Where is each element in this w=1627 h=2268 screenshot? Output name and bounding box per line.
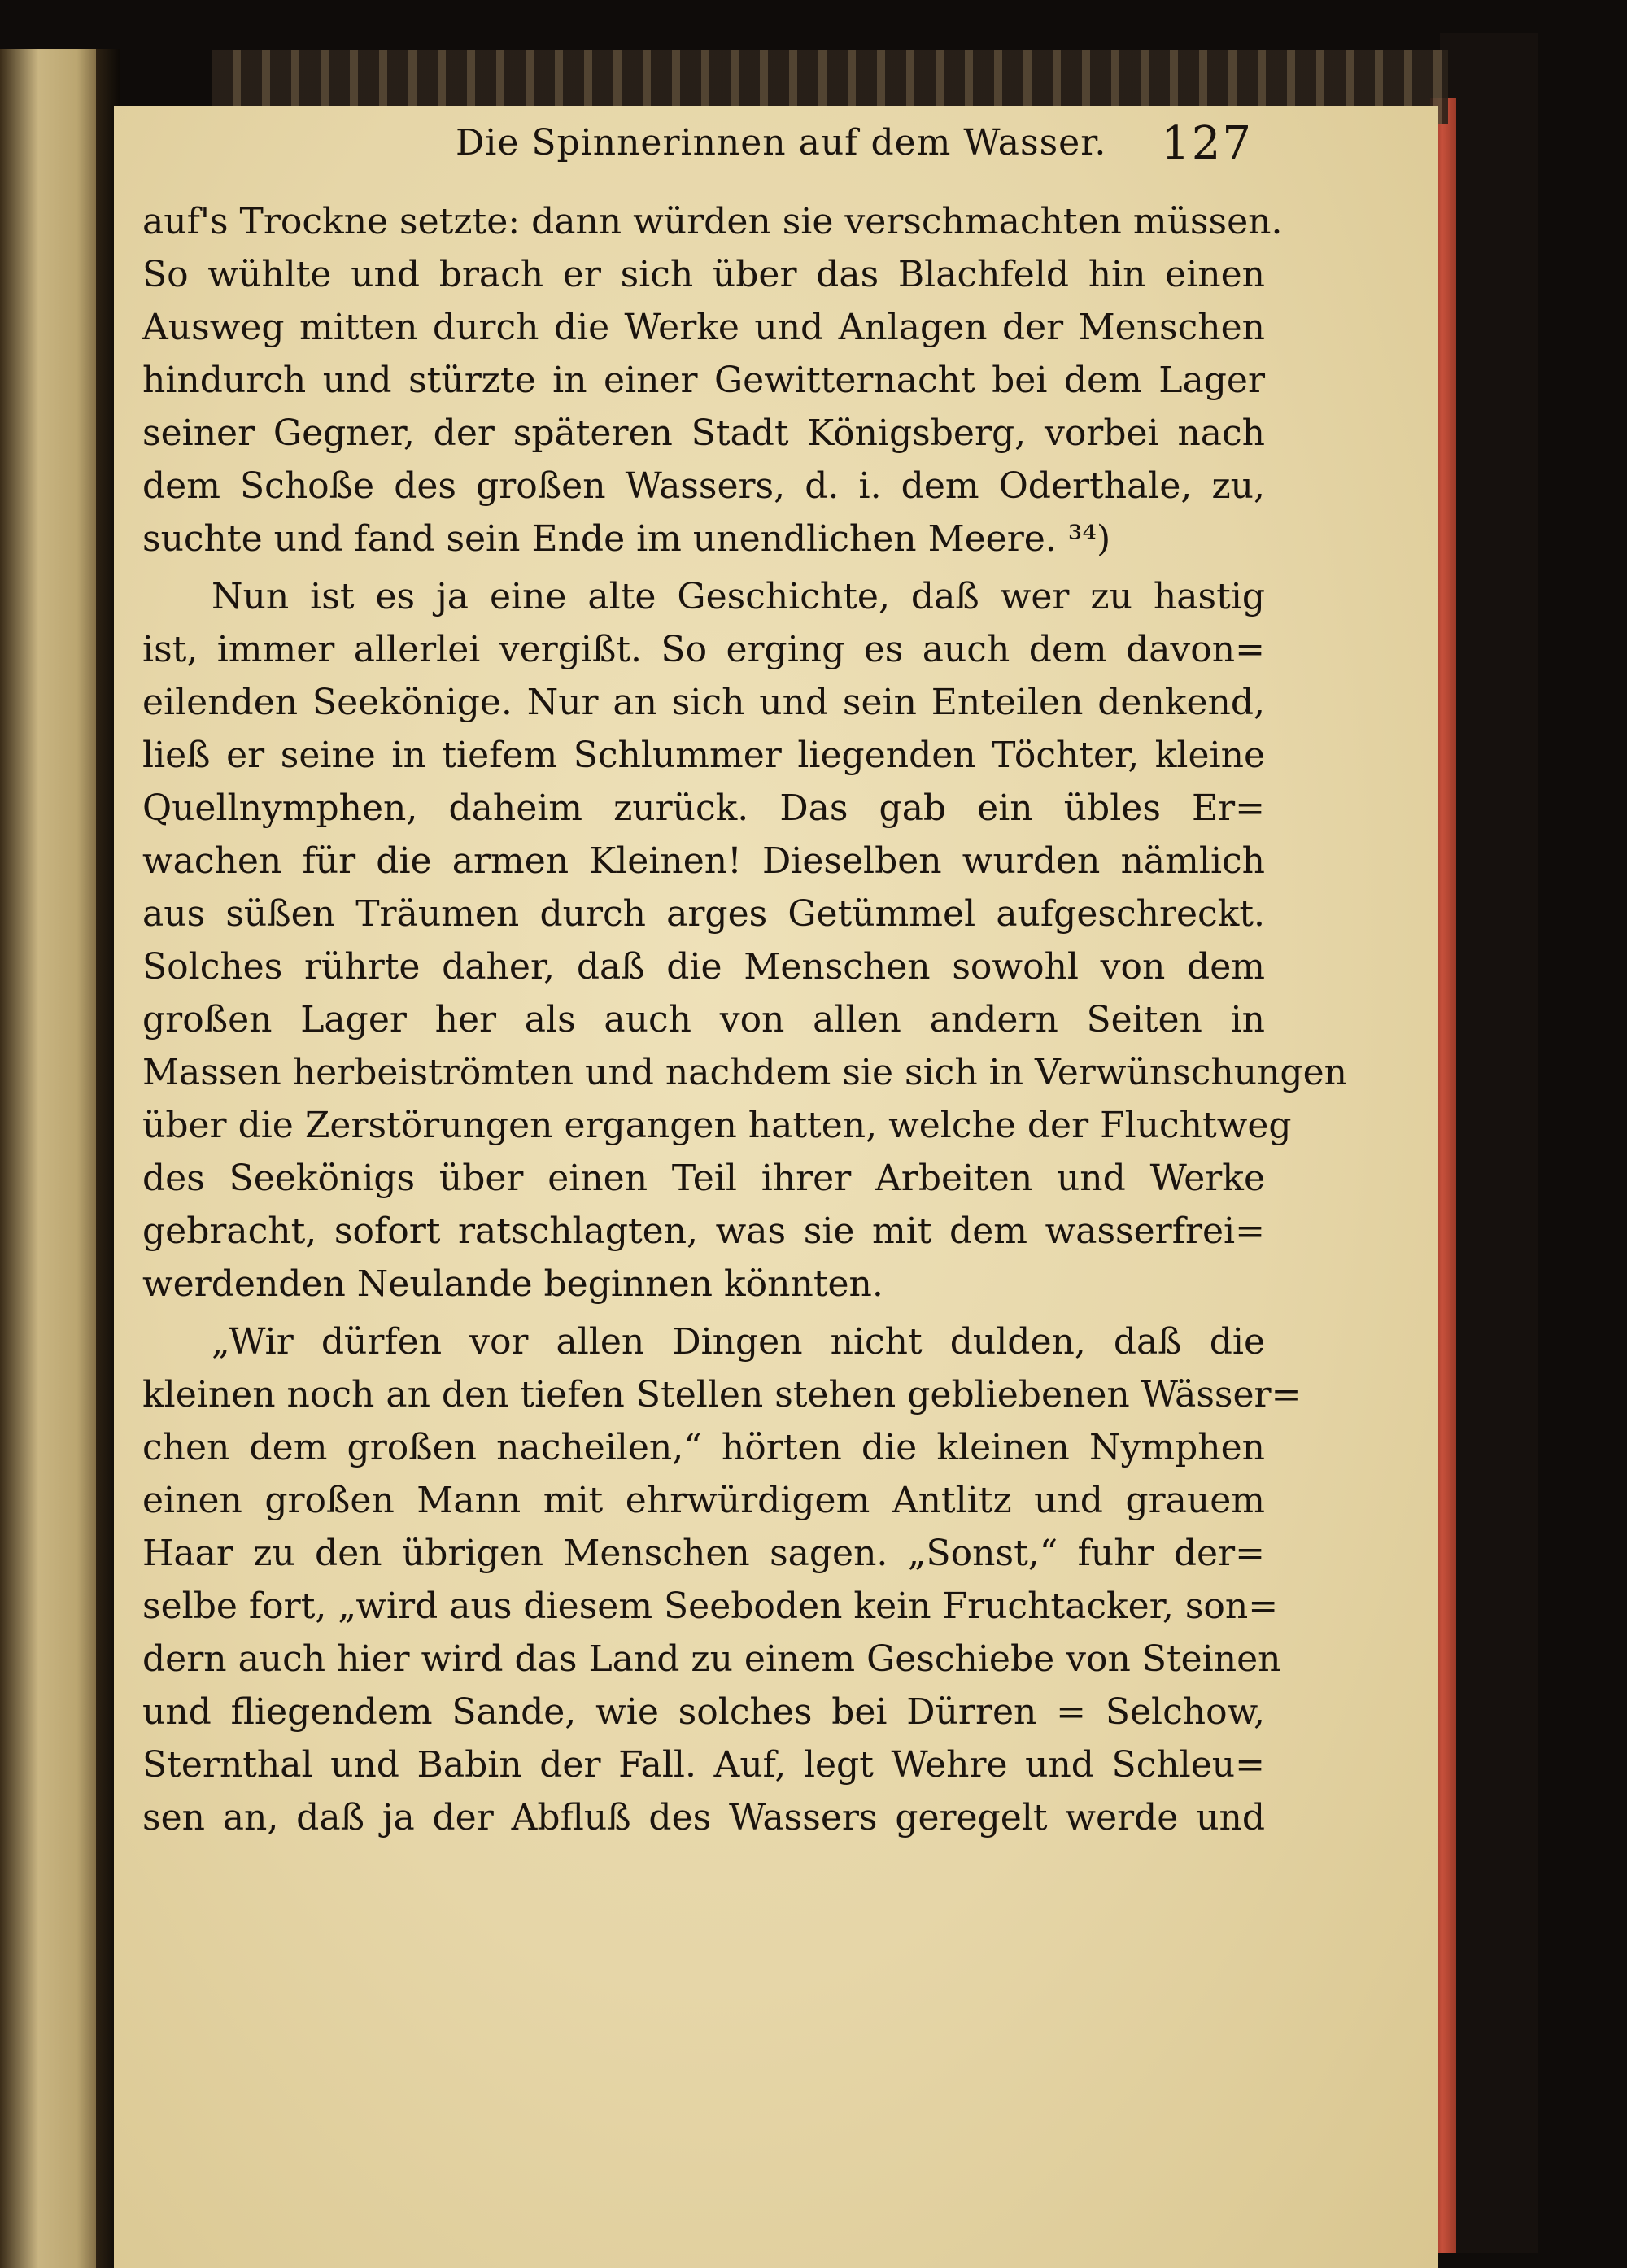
text-line: auf's Trockne setzte: dann würden sie verschmachten müssen.: [142, 201, 1283, 242]
text-line: hindurch und stürzte in einer Gewitternacht bei dem Lager: [142, 360, 1265, 401]
text-line: aus süßen Träumen durch arges Getümmel aufgeschreckt.: [142, 893, 1265, 935]
text-line: wachen für die armen Kleinen! Dieselben wurden nämlich: [142, 840, 1265, 882]
text-line: kleinen noch an den tiefen Stellen stehen gebliebenen Wässer=: [142, 1374, 1302, 1415]
text-line: selbe fort, „wird aus diesem Seeboden kein Fruchtacker, son=: [142, 1585, 1279, 1627]
text-line: eilenden Seekönige. Nur an sich und sein Enteilen denkend,: [142, 682, 1265, 723]
paragraph-1: [142, 195, 1283, 565]
paragraph-3: [142, 1315, 1302, 1844]
text-line: chen dem großen nacheilen,“ hörten die kleinen Nymphen: [142, 1427, 1265, 1468]
text-line: dem Schoße des großen Wassers, d. i. dem Oderthale, zu,: [142, 465, 1265, 507]
text-line: suchte und fand sein Ende im unendlichen Meere. ³⁴): [142, 518, 1111, 560]
text-line: Quellnymphen, daheim zurück. Das gab ein übles Er=: [142, 787, 1265, 829]
page-header: [342, 114, 1253, 187]
text-line: Ausweg mitten durch die Werke und Anlagen der Menschen: [142, 307, 1265, 348]
text-line: Nun ist es ja eine alte Geschichte, daß wer zu hastig: [212, 576, 1265, 617]
running-title: Die Spinnerinnen auf dem Wasser.: [456, 122, 1107, 164]
text-line: Sternthal und Babin der Fall. Auf, legt Wehre und Schleu=: [142, 1744, 1265, 1786]
text-line: gebracht, sofort ratschlagten, was sie mit dem wasserfrei=: [142, 1210, 1265, 1252]
text-line: seiner Gegner, der späteren Stadt Königsberg, vorbei nach: [142, 412, 1265, 454]
page-number: 127: [1161, 117, 1253, 170]
text-line: großen Lager her als auch von allen andern Seiten in: [142, 999, 1265, 1040]
text-line: über die Zerstörungen ergangen hatten, welche der Fluchtweg: [142, 1105, 1292, 1146]
text-line: einen großen Mann mit ehrwürdigem Antlitz und grauem: [142, 1480, 1265, 1521]
text-line: Solches rührte daher, daß die Menschen sowohl von dem: [142, 946, 1265, 988]
text-line: des Seekönigs über einen Teil ihrer Arbeiten und Werke: [142, 1158, 1265, 1199]
page-body: [142, 195, 1347, 1844]
text-line: ist, immer allerlei vergißt. So erging es auch dem davon=: [142, 629, 1265, 670]
text-line: „Wir dürfen vor allen Dingen nicht dulden, daß die: [212, 1321, 1265, 1363]
text-line: sen an, daß ja der Abfluß des Wassers geregelt werde und: [142, 1797, 1265, 1838]
text-line: ließ er seine in tiefem Schlummer liegenden Töchter, kleine: [142, 735, 1265, 776]
text-line: Massen herbeiströmten und nachdem sie sich in Verwünschungen: [142, 1052, 1347, 1093]
text-line: werdenden Neulande beginnen könnten.: [142, 1263, 883, 1305]
text-line: und fliegendem Sande, wie solches bei Dürren = Selchow,: [142, 1691, 1265, 1733]
paragraph-2: [142, 570, 1347, 1311]
left-page-edge: [0, 49, 110, 2268]
text-line: So wühlte und brach er sich über das Blachfeld hin einen: [142, 254, 1265, 295]
text-line: dern auch hier wird das Land zu einem Geschiebe von Steinen: [142, 1638, 1281, 1680]
text-line: Haar zu den übrigen Menschen sagen. „Sonst,“ fuhr der=: [142, 1533, 1265, 1574]
